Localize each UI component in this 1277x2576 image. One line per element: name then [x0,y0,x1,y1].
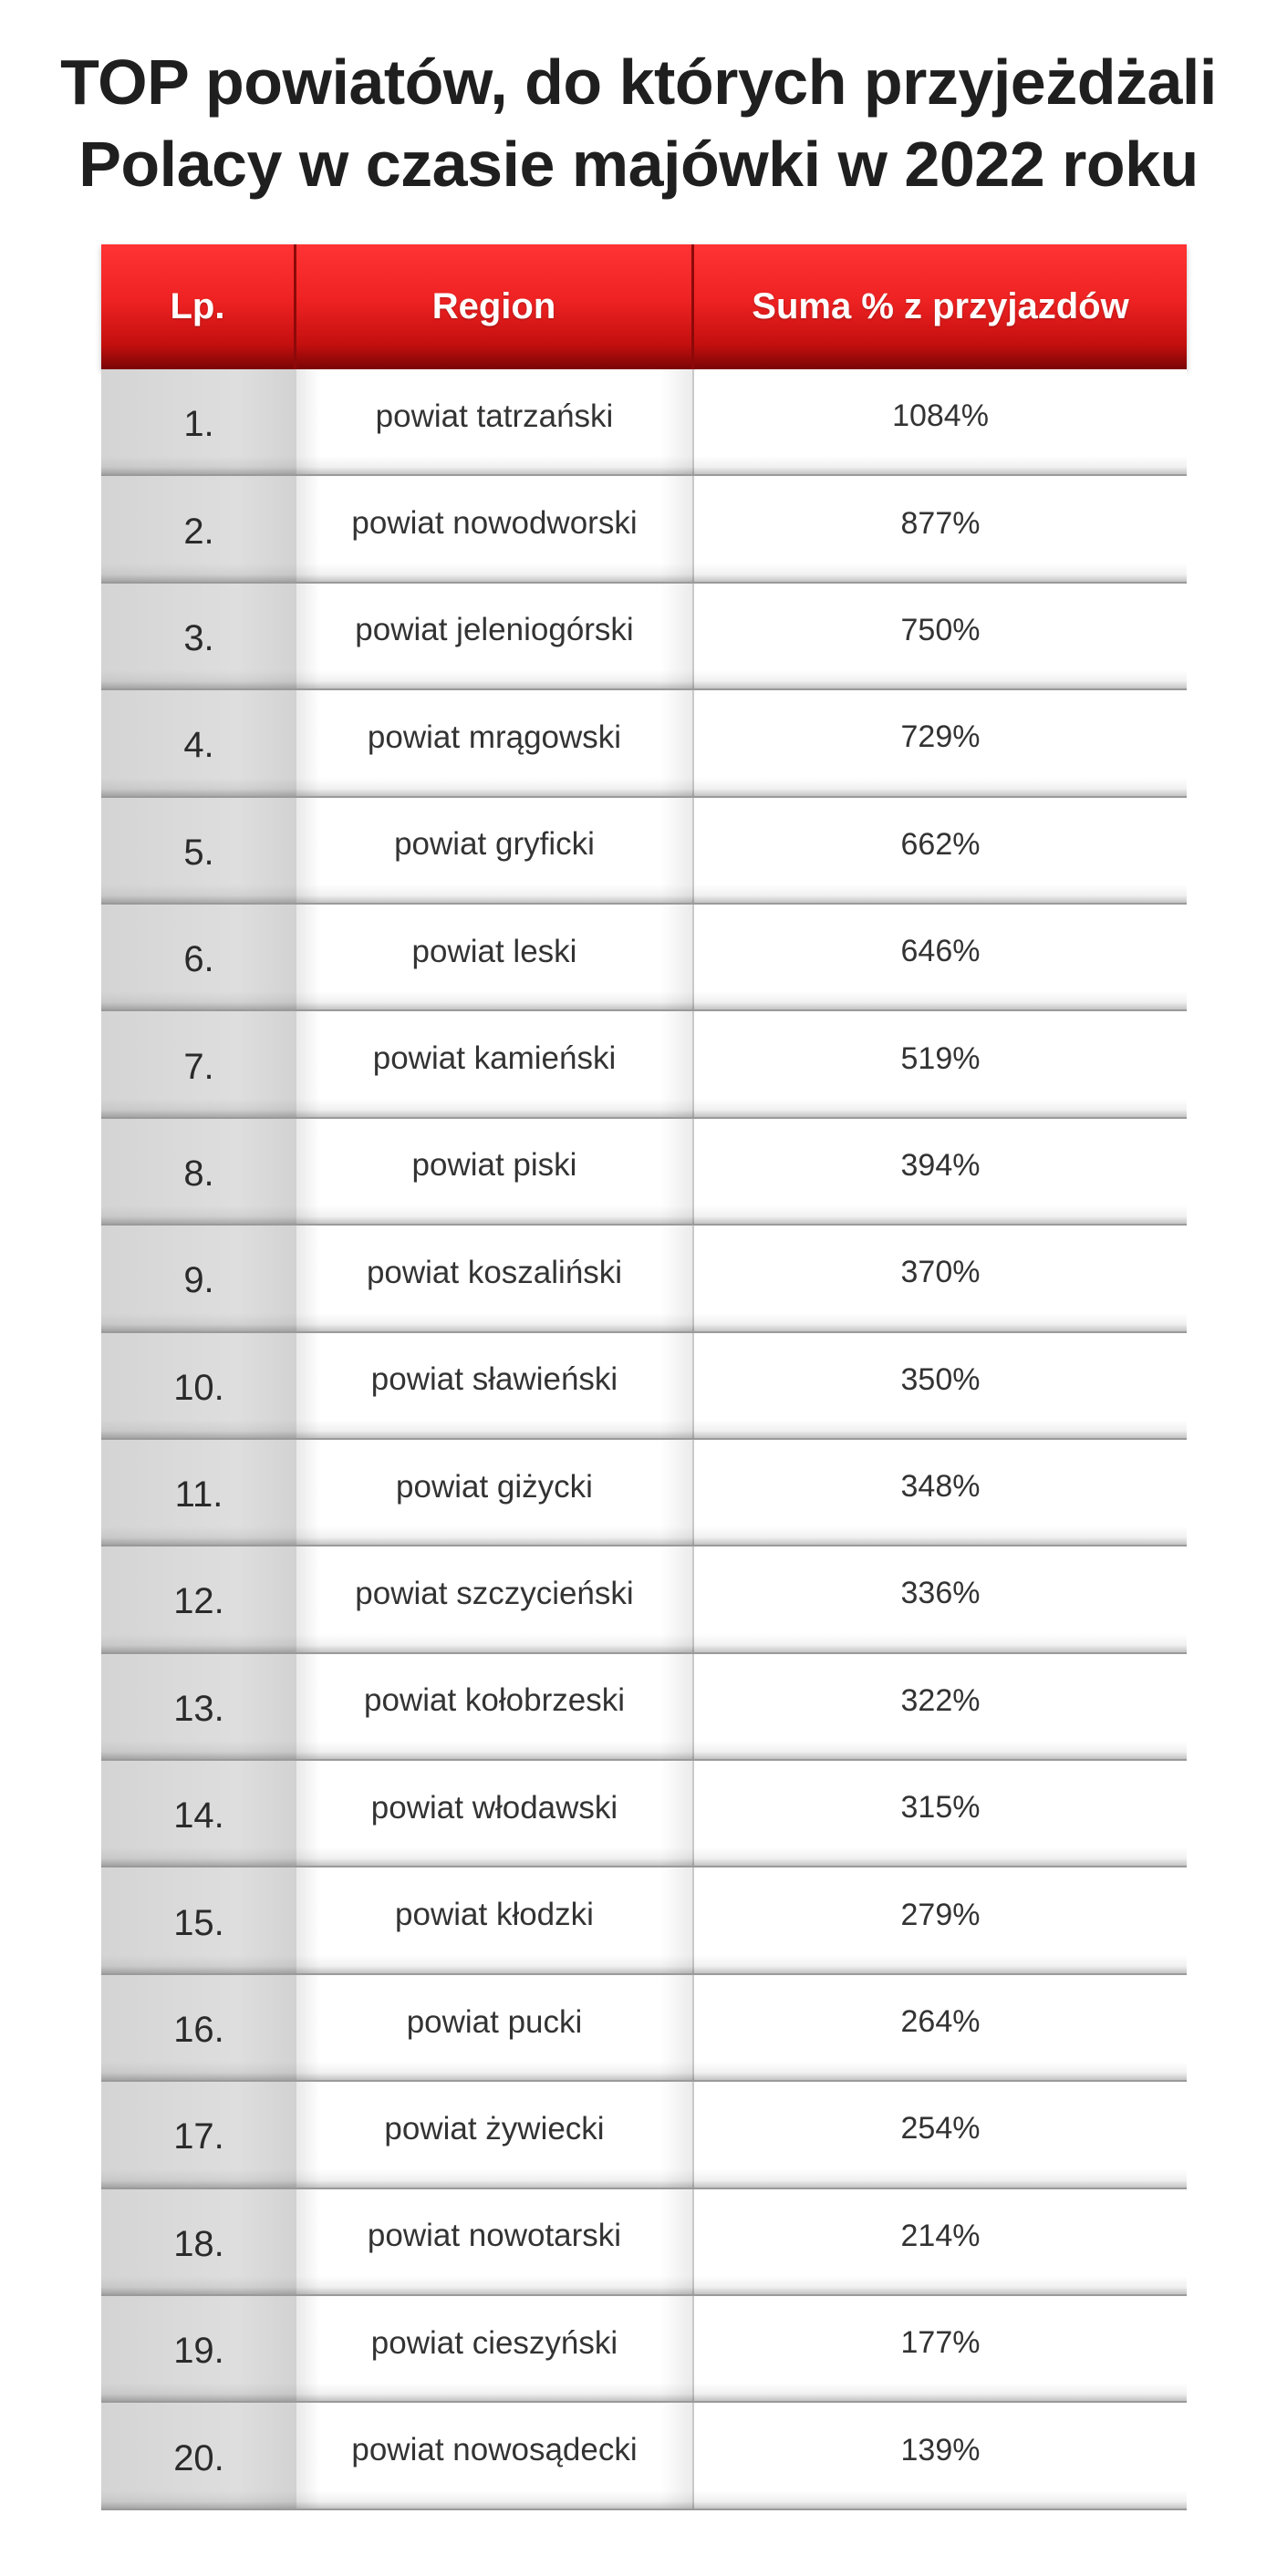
chart-title [0,41,1277,205]
rank-cell: 3. [101,584,296,690]
table-row [101,1761,1187,1867]
percent-cell: 279% [694,1867,1187,1974]
percent-cell: 519% [694,1011,1187,1118]
percent-cell: 336% [694,1547,1187,1653]
rank-cell: 18. [101,2189,296,2296]
percent-cell: 348% [694,1440,1187,1547]
percent-cell: 254% [694,2082,1187,2188]
rank-cell: 1. [101,369,296,476]
percent-cell: 322% [694,1654,1187,1761]
percent-cell: 177% [694,2296,1187,2403]
table-header [101,244,1187,369]
rank-cell: 8. [101,1119,296,1226]
percent-cell: 750% [694,584,1187,690]
percent-cell: 315% [694,1761,1187,1867]
percent-cell: 139% [694,2403,1187,2509]
table-row [101,2082,1187,2188]
region-cell: powiat giżycki [296,1440,694,1547]
table-row [101,1226,1187,1332]
region-cell: powiat żywiecki [296,2082,694,2188]
region-cell: powiat pucki [296,1975,694,2082]
table-row [101,1975,1187,2082]
rank-cell: 12. [101,1547,296,1653]
percent-cell: 370% [694,1226,1187,1332]
rank-cell: 9. [101,1226,296,1332]
region-cell: powiat sławieński [296,1333,694,1440]
column-header-rank: Lp. [101,244,296,369]
table-row [101,798,1187,905]
table-row [101,476,1187,583]
table-row [101,1547,1187,1653]
rank-cell: 14. [101,1761,296,1867]
rank-cell: 4. [101,690,296,797]
percent-cell: 394% [694,1119,1187,1226]
rank-cell: 16. [101,1975,296,2082]
table-body [101,369,1187,2510]
table-row [101,1654,1187,1761]
rank-cell: 20. [101,2403,296,2509]
table-row [101,1440,1187,1547]
rank-cell: 7. [101,1011,296,1118]
percent-cell: 729% [694,690,1187,797]
region-cell: powiat nowotarski [296,2189,694,2296]
region-cell: powiat kłodzki [296,1867,694,1974]
rank-cell: 5. [101,798,296,905]
table-row [101,1333,1187,1440]
region-cell: powiat nowosądecki [296,2403,694,2509]
rank-cell: 10. [101,1333,296,1440]
column-header-region: Region [296,244,694,369]
percent-cell: 877% [694,476,1187,583]
percent-cell: 214% [694,2189,1187,2296]
table-row [101,690,1187,797]
percent-cell: 1084% [694,369,1187,476]
region-cell: powiat kołobrzeski [296,1654,694,1761]
region-cell: powiat gryficki [296,798,694,905]
column-header-percent: Suma % z przyjazdów [752,286,1129,326]
table-row [101,1011,1187,1118]
region-cell: powiat leski [296,905,694,1011]
percent-cell: 646% [694,905,1187,1011]
region-cell: powiat kamieński [296,1011,694,1118]
region-cell: powiat mrągowski [296,690,694,797]
rank-cell: 13. [101,1654,296,1761]
region-cell: powiat cieszyński [296,2296,694,2403]
region-cell: powiat jeleniogórski [296,584,694,690]
table-row [101,1867,1187,1974]
chart-title-line-1: TOP powiatów, do których przyjeżdżali [60,47,1217,118]
rank-cell: 17. [101,2082,296,2188]
rank-cell: 6. [101,905,296,1011]
percent-cell: 264% [694,1975,1187,2082]
rank-cell: 2. [101,476,296,583]
region-cell: powiat nowodworski [296,476,694,583]
rank-cell: 11. [101,1440,296,1547]
table-row [101,369,1187,476]
region-cell: powiat piski [296,1119,694,1226]
table-row [101,2189,1187,2296]
percent-cell: 662% [694,798,1187,905]
table-row [101,2296,1187,2403]
ranking-table [101,244,1187,2510]
table-row [101,2403,1187,2509]
table-row [101,584,1187,690]
region-cell: powiat koszaliński [296,1226,694,1332]
chart-title-line-2: Polacy w czasie majówki w 2022 roku [78,129,1199,200]
table-row [101,1119,1187,1226]
table-row [101,905,1187,1011]
percent-cell: 350% [694,1333,1187,1440]
region-cell: powiat szczycieński [296,1547,694,1653]
rank-cell: 19. [101,2296,296,2403]
rank-cell: 15. [101,1867,296,1974]
region-cell: powiat tatrzański [296,369,694,476]
region-cell: powiat włodawski [296,1761,694,1867]
